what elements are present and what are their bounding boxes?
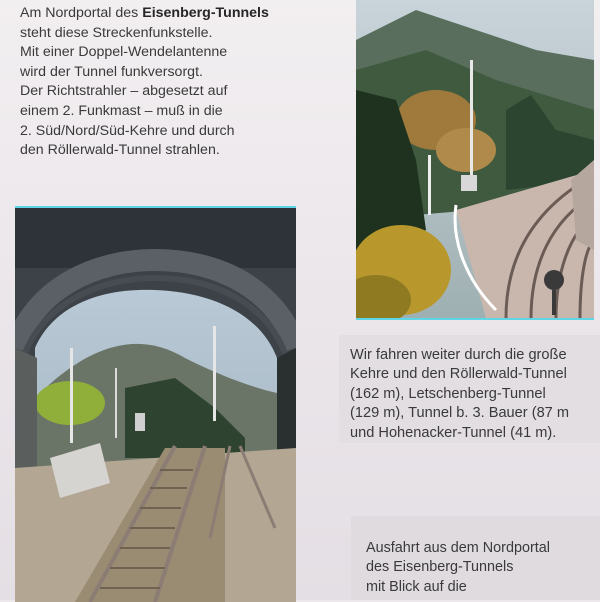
intro-body: steht diese Streckenfunkstelle. Mit einer Doppel-Wendelantenne wird der Tunnel funkversorgt. Der Richtstrahler – abgesetzt auf einem 2. Funkmast – muß in die 2. Süd/Nord/Süd-Kehre und durch den Röllerwald-Tunnel strahlen.: [20, 24, 235, 159]
railway-mast-photo: [356, 0, 594, 320]
intro-paragraph: [20, 4, 340, 161]
route-description: Wir fahren weiter durch die große Kehre und den Röllerwald-Tunnel (162 m), Letschenberg-Tunnel (129 m), Tunnel b. 3. Bauer (87 m und Hohenacker-Tunnel (41 m).: [350, 347, 570, 441]
intro-line1-prefix: Am Nordportal des: [20, 5, 143, 21]
tunnel-portal-photo: [15, 206, 296, 602]
tunnel-name-bold: Eisenberg-Tunnels: [142, 5, 269, 21]
photo-caption: Ausfahrt aus dem Nordportal des Eisenberg-Tunnels mit Blick auf die: [366, 540, 550, 595]
